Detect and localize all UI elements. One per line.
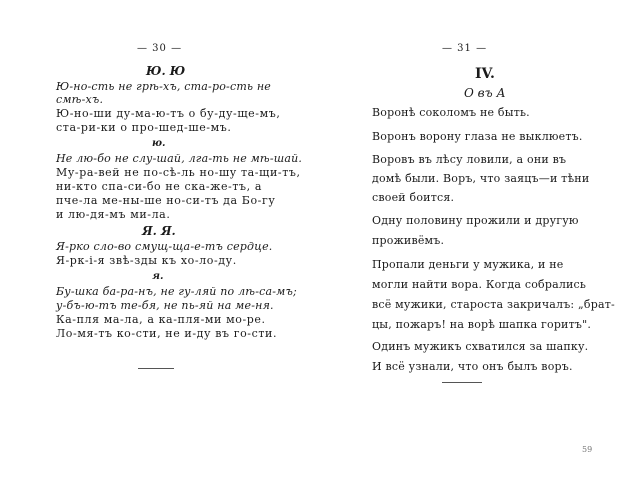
closing-rule (138, 368, 174, 369)
text-line: у-бъ-ю-тъ те-бя, не пь-яй на ме-ня. (56, 299, 274, 312)
text-line: домѣ были. Воръ, что заяцъ—и тѣни (372, 172, 590, 185)
leaf-number: 59 (582, 445, 593, 454)
text-line: И всё узнали, что онъ былъ воръ. (372, 360, 573, 373)
text-line: цы, пожаръ! на ворѣ шапка горитъ". (372, 318, 592, 331)
closing-rule (442, 382, 482, 383)
text-line: Воронѣ соколомъ не быть. (372, 106, 530, 119)
text-line: своей боится. (372, 191, 455, 204)
right-page-number: — 31 — (442, 43, 488, 54)
text-line: проживёмъ. (372, 234, 445, 247)
text-line: Му-ра-вей не по-сѣ-ль но-шу та-щи-тъ, (56, 166, 301, 179)
text-line: ста-ри-ки о про-шед-ше-мъ. (56, 121, 232, 134)
section-heading: Ю. Ю (146, 64, 186, 78)
text-line: пче-ла ме-ны-ше но-си-тъ да Бо-гу (56, 194, 276, 207)
text-line: Не лю-бо не слу-шай, лга-ть не мѣ-шай. (56, 152, 303, 165)
text-line: Бу-шка ба-ра-нъ, не гу-ляй по лѣ-са-мъ; (56, 285, 297, 298)
text-line: Одинъ мужикъ схватился за шапку. (372, 340, 589, 353)
text-line: Одну половину прожили и другую (372, 214, 579, 227)
text-line: Я-рк-і-я звѣ-зды къ хо-ло-ду. (56, 254, 237, 267)
text-line: могли найти вора. Когда собрались (372, 278, 587, 291)
text-line: Ло-мя-тъ ко-сти, не и-ду въ го-сти. (56, 327, 278, 340)
right-page (320, 0, 640, 480)
text-line: всё мужики, староста закричалъ: „брат- (372, 298, 615, 311)
text-line: Воронъ ворону глаза не выклюетъ. (372, 130, 583, 143)
text-line: ни-кто спа-си-бо не ска-же-тъ, а (56, 180, 263, 193)
section-heading: Я. Я. (142, 224, 176, 238)
text-line: смѣ-хъ. (56, 93, 104, 106)
text-line: Ю-но-ши ду-ма-ю-тъ о бу-ду-ще-мъ, (56, 107, 281, 120)
text-line: Ка-пля ма-ла, а ка-пля-ми мо-ре. (56, 313, 266, 326)
section-heading: я. (152, 271, 164, 282)
left-page-number: — 30 — (137, 43, 183, 54)
text-line: Воровъ въ лѣсу ловили, а они въ (372, 153, 567, 166)
text-line: Пропали деньги у мужика, и не (372, 258, 564, 271)
section-heading: ю. (152, 138, 166, 149)
text-line: Я-рко сло-во смущ-ща-е-тъ сердце. (56, 240, 273, 253)
section-subtitle: О въ А (464, 86, 506, 100)
section-number: IV. (475, 66, 495, 82)
text-line: и лю-дя-мъ ми-ла. (56, 208, 171, 221)
text-line: Ю-но-сть не грѣ-хъ, ста-ро-сть не (56, 80, 271, 93)
